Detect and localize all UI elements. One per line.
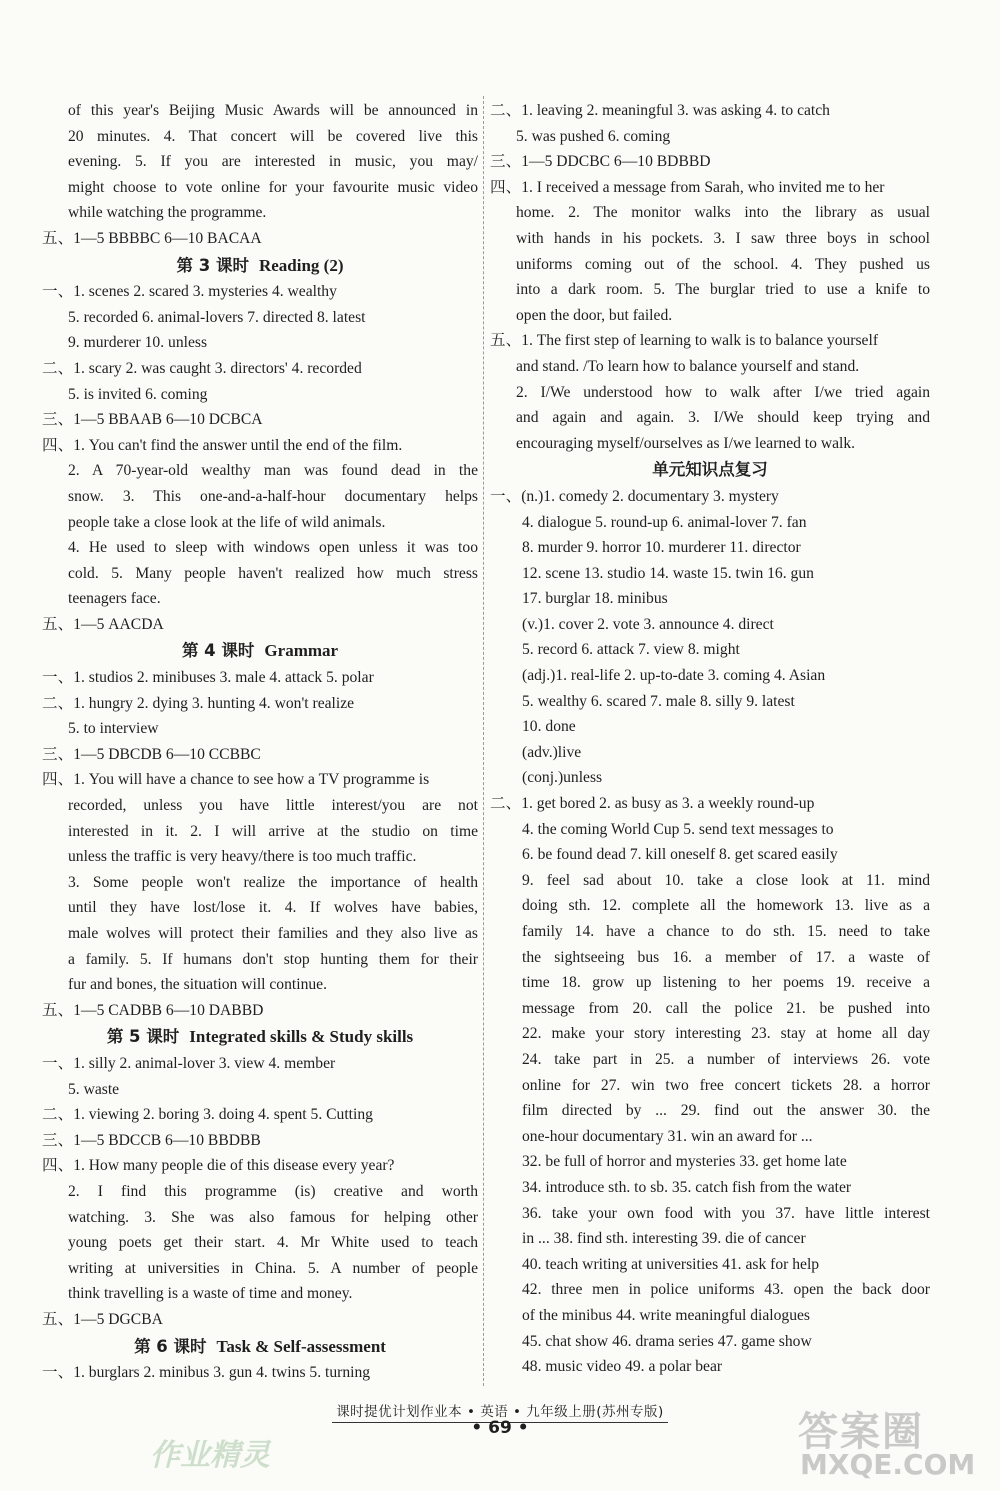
section-heading	[490, 457, 930, 483]
answer-line: of this year's Beijing Music Awards will be announced in	[68, 102, 478, 119]
answer-line: evening. 5. If you are interested in music, you may/	[68, 153, 478, 171]
section-heading-zh: 第 6 课时	[134, 1336, 207, 1356]
answer-line: 48. music video 49. a polar bear	[522, 1358, 723, 1376]
section-heading	[42, 638, 478, 664]
answer-line: 二、1. get bored 2. as busy as 3. a weekly round-up	[490, 795, 815, 813]
answer-line: and stand. /To learn how to balance yourself and stand.	[516, 357, 860, 375]
section-heading-en: Reading (2)	[258, 255, 344, 275]
answer-line: snow. 3. This one-and-a-half-hour documentary helps	[68, 487, 478, 505]
answer-line: home. 2. The monitor walks into the library as usual	[516, 204, 930, 222]
right-column	[490, 98, 930, 1380]
footer-title-text: 课时提优计划作业本 • 英语 • 九年级上册(苏州专版)	[332, 1404, 668, 1423]
answer-line: writing at universities in China. 5. A number of people	[68, 1259, 478, 1277]
answer-line: 12. scene 13. studio 14. waste 15. twin 16. gun	[522, 564, 814, 582]
answer-line: encouraging myself/ourselves as I/we learned to walk.	[516, 434, 856, 452]
answer-line: time 18. grow up listening to her poems 19. receive a	[522, 974, 930, 992]
answer-line: (adv.)live	[522, 743, 582, 761]
answer-line: 5. to interview	[68, 720, 159, 738]
section-heading-en: Integrated skills & Study skills	[189, 1027, 414, 1047]
answer-line: 四、1. How many people die of this disease every year?	[42, 1157, 395, 1175]
answer-line: 4. He used to sleep with windows open unless it was too	[68, 539, 478, 557]
answer-line: message from 20. call the police 21. be pushed into	[522, 999, 930, 1017]
answer-line: 四、1. You will have a chance to see how a TV programme is	[42, 771, 430, 789]
answer-line: of the minibus 44. write meaningful dialogues	[522, 1306, 810, 1324]
section-heading-en: Task & Self-assessment	[216, 1336, 386, 1356]
page-number: • 69 •	[471, 1418, 529, 1438]
answer-line: 4. the coming World Cup 5. send text messages to	[522, 820, 834, 838]
answer-line: people take a close look at the life of wild animals.	[68, 513, 386, 531]
answer-line: (adj.)1. real-life 2. up-to-date 3. coming 4. Asian	[522, 667, 826, 685]
answer-line: male wolves will protect their families and they also live as	[68, 925, 478, 942]
answer-line: (conj.)unless	[522, 769, 603, 787]
answer-line: think travelling is a waste of time and money.	[68, 1285, 353, 1303]
answer-line: uniforms coming out of the school. 4. They pushed us	[516, 255, 930, 273]
answer-line: 五、1—5 CADBB 6—10 DABBD	[42, 1001, 264, 1019]
answer-line: 9. feel sad about 10. take a close look at 11. mind	[522, 871, 930, 889]
answer-line: 22. make your story interesting 23. stay at home all day	[522, 1025, 930, 1043]
answer-line: 2. I find this programme (is) creative and worth	[68, 1182, 478, 1200]
section-heading-zh: 第 5 课时	[106, 1027, 180, 1047]
section-heading	[42, 1334, 478, 1360]
answer-line: while watching the programme.	[68, 204, 267, 222]
answer-line: 4. dialogue 5. round-up 6. animal-lover 7. fan	[522, 513, 807, 531]
answer-line: 三、1—5 BBAAB 6—10 DCBCA	[42, 411, 263, 429]
answer-line: 二、1. leaving 2. meaningful 3. was asking 4. to catch	[490, 102, 830, 119]
answer-line: 五、1. The first step of learning to walk is to balance yourself	[490, 332, 879, 350]
section-heading	[42, 1024, 478, 1050]
section-heading-en: Grammar	[264, 641, 339, 661]
watermark-left: 作业精灵	[150, 1438, 270, 1473]
answer-line: 3. Some people won't realize the importance of health	[68, 873, 478, 891]
answer-line: 10. done	[522, 718, 576, 736]
answer-line: might choose to vote online for your favourite music video	[68, 178, 478, 196]
answer-line: film directed by ... 29. find out the answer 30. the	[522, 1102, 930, 1120]
answer-line: 34. introduce sth. to sb. 35. catch fish from the water	[522, 1178, 852, 1196]
answer-line: with hands in his pockets. 3. I saw three boys in school	[516, 229, 930, 247]
answer-line: doing sth. 12. complete all the homework 13. live as a	[522, 897, 930, 915]
answer-line: 二、1. hungry 2. dying 3. hunting 4. won't realize	[42, 694, 355, 712]
answer-line: young poets get their start. 4. Mr White used to teach	[68, 1234, 478, 1252]
answer-line: 二、1. viewing 2. boring 3. doing 4. spent 5. Cutting	[42, 1106, 373, 1124]
section-heading	[42, 253, 478, 279]
answer-line: 三、1—5 BDCCB 6—10 BBDBB	[42, 1131, 261, 1149]
answer-line: 5. is invited 6. coming	[68, 385, 208, 403]
left-column	[42, 98, 478, 1386]
answer-line: one-hour documentary 31. win an award for ...	[522, 1127, 813, 1145]
answer-line: 6. be found dead 7. kill oneself 8. get scared easily	[522, 846, 838, 864]
answer-line: 40. teach writing at universities 41. ask for help	[522, 1255, 820, 1273]
answer-line: 四、1. You can't find the answer until the end of the film.	[42, 436, 403, 454]
answer-line: into a dark room. 5. The burglar tried to use a knife to	[516, 281, 930, 299]
answer-line: teenagers face.	[68, 590, 161, 608]
section-heading-zh: 单元知识点复习	[652, 460, 768, 480]
answer-line: and again and again. 3. I/We should keep trying and	[516, 409, 930, 427]
answer-line: watching. 3. She was also famous for helping other	[68, 1208, 478, 1226]
answer-line: the sightseeing bus 16. a member of 17. a waste of	[522, 948, 930, 966]
answer-line: 一、1. silly 2. animal-lover 3. view 4. member	[42, 1054, 336, 1072]
answer-line: 一、1. studios 2. minibuses 3. male 4. attack 5. polar	[42, 669, 374, 687]
answer-line: recorded, unless you have little interest/you are not	[68, 797, 478, 815]
watermark-url: MXQE.COM	[800, 1448, 976, 1481]
answer-line: open the door, but failed.	[516, 306, 673, 324]
answer-line: 5. recorded 6. animal-lovers 7. directed 8. latest	[68, 308, 366, 326]
answer-line: 一、1. burglars 2. minibus 3. gun 4. twins 5. turning	[42, 1364, 371, 1382]
watermark-logo: 答案圈	[798, 1409, 924, 1455]
answer-line: 二、1. scary 2. was caught 3. directors' 4. recorded	[42, 359, 362, 377]
answer-line: 三、1—5 DBCDB 6—10 CCBBC	[42, 745, 261, 763]
answer-line: interested in it. 2. I will arrive at the studio on time	[68, 822, 478, 840]
answer-line: 20 minutes. 4. That concert will be covered live this	[68, 127, 478, 145]
answer-line: online for 27. win two free concert tickets 28. a horror	[522, 1076, 930, 1094]
answer-line: (v.)1. cover 2. vote 3. announce 4. direct	[522, 615, 774, 633]
answer-line: in ... 38. find sth. interesting 39. die of cancer	[522, 1230, 806, 1248]
column-divider	[483, 96, 484, 1386]
answer-line: 24. take part in 25. a number of interviews 26. vote	[522, 1050, 930, 1068]
section-heading-zh: 第 3 课时	[176, 255, 249, 275]
answer-line: 17. burglar 18. minibus	[522, 590, 668, 608]
answer-line: 9. murderer 10. unless	[68, 334, 208, 352]
answer-line: a family. 5. If humans don't stop hunting them for their	[68, 950, 478, 968]
answer-line: family 14. have a chance to do sth. 15. need to take	[522, 923, 930, 940]
answer-line: 五、1—5 DGCBA	[42, 1310, 163, 1328]
answer-line: 五、1—5 BBBBC 6—10 BACAA	[42, 229, 262, 247]
answer-line: 5. record 6. attack 7. view 8. might	[522, 641, 740, 659]
answer-line: 2. A 70-year-old wealthy man was found dead in the	[68, 462, 478, 480]
answer-line: 42. three men in police uniforms 43. open the back door	[522, 1281, 930, 1299]
answer-line: unless the traffic is very heavy/there is too much traffic.	[68, 848, 417, 866]
answer-line: 5. was pushed 6. coming	[516, 127, 671, 145]
answer-line: 一、(n.)1. comedy 2. documentary 3. mystery	[490, 487, 779, 505]
answer-line: until they have lost/lose it. 4. If wolves have babies,	[68, 899, 478, 917]
answer-line: 32. be full of horror and mysteries 33. get home late	[522, 1153, 847, 1171]
answer-line: 五、1—5 AACDA	[42, 615, 164, 633]
answer-line: 5. waste	[68, 1080, 120, 1098]
answer-line: fur and bones, the situation will continue.	[68, 976, 327, 994]
answer-line: 5. wealthy 6. scared 7. male 8. silly 9. latest	[522, 692, 795, 710]
answer-line: 8. murder 9. horror 10. murderer 11. director	[522, 539, 801, 557]
answer-line: 四、1. I received a message from Sarah, who invited me to her	[490, 178, 885, 196]
answer-line: 一、1. scenes 2. scared 3. mysteries 4. wealthy	[42, 283, 337, 301]
answer-line: 36. take your own food with you 37. have little interest	[522, 1204, 930, 1222]
answer-line: cold. 5. Many people haven't realized how much stress	[68, 564, 478, 582]
answer-line: 45. chat show 46. drama series 47. game show	[522, 1332, 812, 1350]
answer-line: 三、1—5 DDCBC 6—10 BDBBD	[490, 153, 711, 171]
section-heading-zh: 第 4 课时	[181, 641, 255, 661]
answer-line: 2. I/We understood how to walk after I/we tried again	[516, 383, 930, 401]
